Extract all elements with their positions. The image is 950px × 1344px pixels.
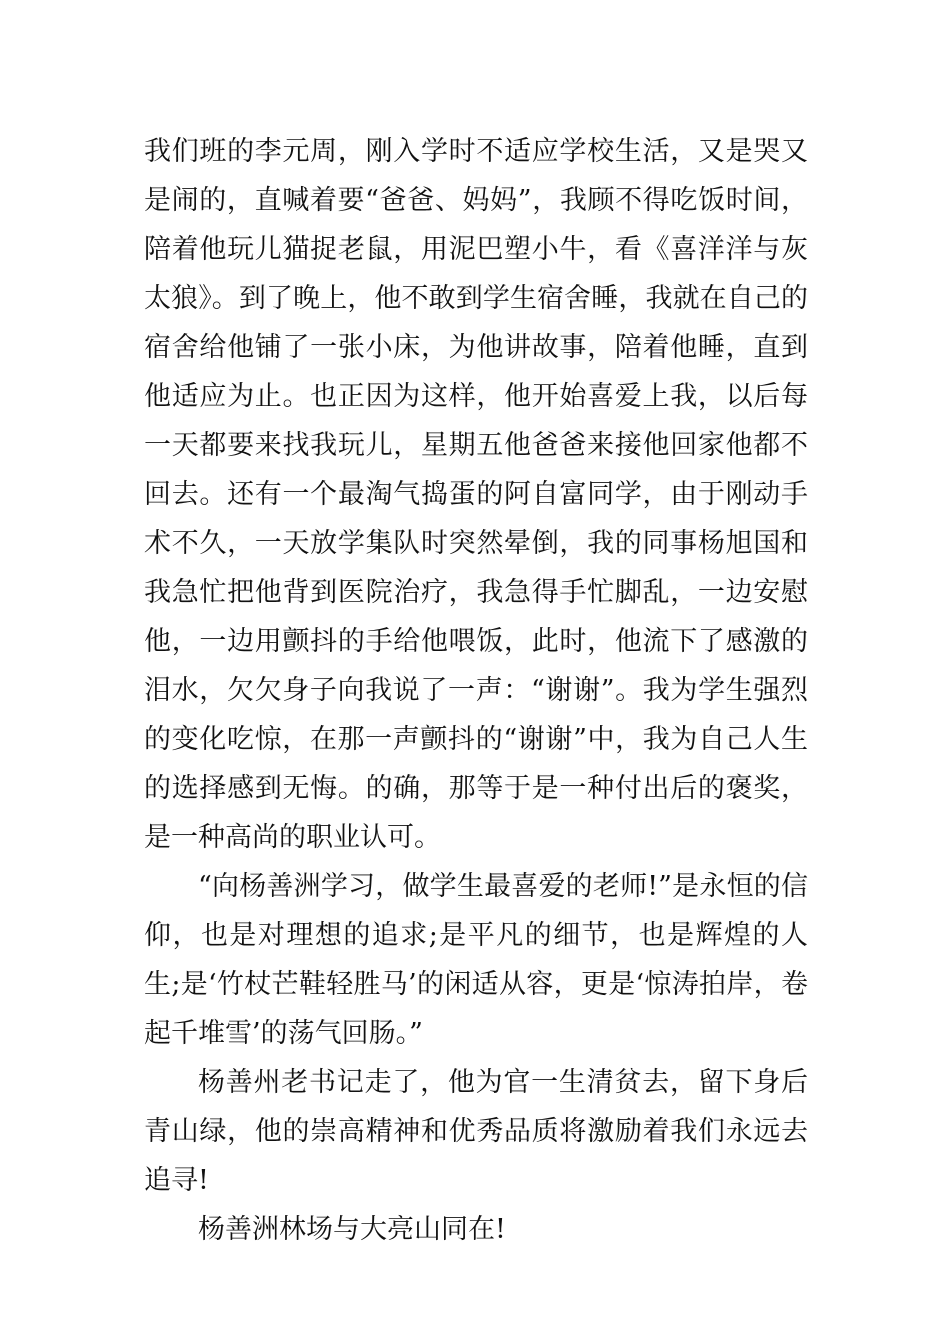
paragraph-4: 杨善洲林场与大亮山同在! (198, 1214, 506, 1245)
paragraph-2: “向杨善洲学习，做学生最喜爱的老师!”是永恒的信仰，也是对理想的追求;是平凡的细节，也是辉煌的人生;是‘竹杖芒鞋轻胜马’的闲适从容，更是‘惊涛拍岸，卷起千堆雪’的荡气回肠。” (144, 871, 808, 1049)
paragraph-1: 我们班的李元周，刚入学时不适应学校生活，又是哭又是闹的，直喊着要“爸爸、妈妈”，我顾不得吃饭时间，陪着他玩儿猫捉老鼠，用泥巴塑小牛，看《喜洋洋与灰太狼》。到了晚上，他不敢到学生宿舍睡，我就在自己的宿舍给他铺了一张小床，为他讲故事，陪着他睡，直到他适应为止。也正因为这样，他开始喜爱上我，以后每一天都要来找我玩儿，星期五他爸爸来接他回家他都不回去。还有一个最淘气捣蛋的阿自富同学，由于刚动手术不久，一天放学集队时突然晕倒，我的同事杨旭国和我急忙把他背到医院治疗，我急得手忙脚乱，一边安慰他，一边用颤抖的手给他喂饭，此时，他流下了感激的泪水，欠欠身子向我说了一声：“谢谢”。我为学生强烈的变化吃惊，在那一声颤抖的“谢谢”中，我为自己人生的选择感到无悔。的确，那等于是一种付出后的褒奖，是一种高尚的职业认可。 (144, 136, 808, 853)
body-text (144, 127, 808, 1254)
paragraph-3: 杨善州老书记走了，他为官一生清贫去，留下身后青山绿，他的崇高精神和优秀品质将激励着我们永远去追寻! (144, 1067, 808, 1196)
